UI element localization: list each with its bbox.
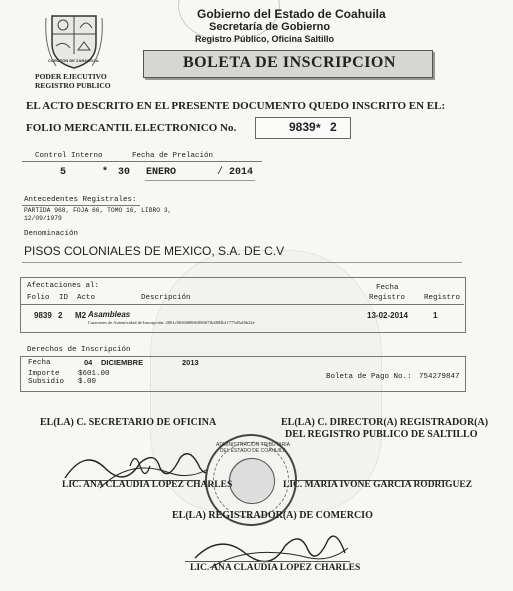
- row-acto: M2: [75, 311, 87, 320]
- derechos-fecha-label: Fecha: [28, 359, 51, 367]
- prelacion-slash: /: [217, 167, 224, 178]
- row-descripcion: Asambleas: [88, 310, 131, 319]
- antecedentes-label: Antecedentes Registrales:: [24, 196, 137, 204]
- registrador-signature-line: [185, 561, 350, 562]
- secretario-name: LIC. ANA CLAUDIA LOPEZ CHARLES: [62, 480, 233, 490]
- crest-motto: CORAZÓN DE ZARAGOZA: [48, 58, 99, 63]
- control-value: 5: [60, 167, 67, 178]
- denominacion-value: PISOS COLONIALES DE MEXICO, S.A. DE C.V: [24, 244, 285, 258]
- derechos-fecha-month: DICIEMBRE: [101, 358, 144, 367]
- director-title-1: EL(LA) C. DIRECTOR(A) REGISTRADOR(A): [281, 417, 489, 428]
- row-folio: 9839: [34, 311, 52, 320]
- denominacion-label: Denominación: [24, 230, 79, 238]
- director-name: LIC. MARIA IVONE GARCIA RODRIGUEZ: [283, 480, 473, 490]
- header-government: Gobierno del Estado de Coahuila: [197, 7, 386, 21]
- prelacion-underline: [145, 180, 255, 181]
- subsidio-value: $.00: [78, 378, 97, 386]
- antecedentes-line-1: PARTIDA 968, FOJA 66, TOMO 16, LIBRO 3,: [24, 207, 172, 214]
- prelacion-year: 2014: [229, 167, 254, 178]
- prelacion-day: 30: [118, 167, 131, 178]
- boleta-pago-label: Boleta de Pago No.:: [326, 373, 412, 381]
- header-registro: Registro Público, Oficina Saltillo: [195, 34, 335, 44]
- afectaciones-header-divider: [20, 304, 464, 305]
- crest-caption-1: PODER EJECUTIVO: [35, 72, 107, 81]
- folio-seq: 2: [330, 120, 337, 134]
- secretario-title: EL(LA) C. SECRETARIO DE OFICINA: [40, 417, 217, 428]
- stamp-text: ADMINISTRACIÓN TRIBUTARIA DEL ESTADO DE COAHUILA: [216, 442, 290, 454]
- subsidio-label: Subsidio: [28, 378, 65, 386]
- row-autenticidad: Caracteres de Autenticidad de Inscripción: 2061c9636068663060f7fb4804b11775d5af6b22e: [88, 320, 255, 325]
- registrador-title: EL(LA) REGISTRADOR(A) DE COMERCIO: [172, 510, 373, 521]
- registrador-name: LIC. ANA CLAUDIA LOPEZ CHARLES: [190, 563, 361, 573]
- antecedentes-line-2: 12/09/1979: [24, 215, 62, 222]
- importe-value: $601.00: [78, 370, 110, 378]
- col-header-acto: Acto: [77, 294, 96, 302]
- prelacion-month: ENERO: [146, 167, 177, 178]
- folio-label: FOLIO MERCANTIL ELECTRONICO No.: [26, 122, 237, 134]
- acto-statement: EL ACTO DESCRITO EN EL PRESENTE DOCUMENTO QUEDO INSCRITO EN EL:: [26, 100, 446, 112]
- fecha-prelacion-label: Fecha de Prelación: [132, 152, 214, 160]
- row-fecha-registro: 13-02-2014: [367, 311, 408, 320]
- director-title-2: DEL REGISTRO PUBLICO DE SALTILLO: [285, 429, 478, 440]
- control-star: *: [102, 167, 109, 178]
- control-label: Control Interno: [35, 152, 103, 160]
- row-id: 2: [58, 311, 63, 320]
- folio-number: 9839: [289, 120, 316, 134]
- col-header-fecha-1: Fecha: [376, 284, 399, 292]
- col-header-descripcion: Descripción: [141, 294, 191, 302]
- derechos-fecha-year: 2013: [182, 358, 199, 367]
- page-title: BOLETA DE INSCRIPCION: [183, 54, 396, 71]
- folio-separator: *: [316, 121, 321, 135]
- control-divider: [22, 161, 262, 162]
- col-header-id: ID: [59, 294, 69, 302]
- col-header-folio: Folio: [27, 294, 50, 302]
- crest-caption-2: REGISTRO PUBLICO: [35, 81, 111, 90]
- col-header-fecha-2: Registro: [369, 294, 406, 302]
- derechos-fecha-day: 04: [84, 358, 93, 367]
- col-header-registro: Registro: [424, 294, 461, 302]
- antecedentes-divider: [22, 205, 140, 206]
- header-secretaria: Secretaría de Gobierno: [209, 21, 331, 33]
- row-registro: 1: [433, 311, 438, 320]
- afectaciones-label: Afectaciones al:: [27, 282, 100, 290]
- importe-label: Importe: [28, 370, 60, 378]
- denominacion-underline: [22, 262, 462, 263]
- boleta-pago-value: 754279847: [419, 373, 460, 381]
- derechos-label: Derechos de Inscripción: [27, 346, 131, 354]
